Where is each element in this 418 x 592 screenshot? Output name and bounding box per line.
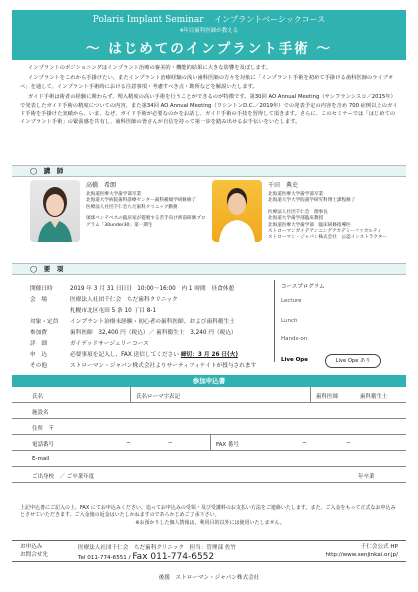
program-title: コースプログラム	[281, 284, 325, 290]
header-brand	[12, 10, 406, 25]
contact-label-line: お申込み	[20, 544, 43, 550]
facility-field[interactable]: 施設名	[32, 410, 49, 416]
hp-link[interactable]: http://www.senjinkai.or.jp/	[325, 552, 398, 558]
credential-line: 北海道医療大学歯学部 臨床研修指導医	[268, 222, 351, 228]
detail-label: その他	[30, 363, 48, 369]
credential-line: 北海道大学歯学部臨床教授	[268, 216, 324, 222]
program-item: Hands-on	[281, 336, 308, 342]
fax-field[interactable]: FAX 番号	[216, 442, 239, 448]
contact-label	[20, 543, 48, 559]
lecturer-credentials	[268, 192, 392, 242]
page-title: 〜 はじめてのインプラント手術 〜	[86, 41, 332, 57]
form-row-name	[12, 387, 406, 403]
form-row-school	[12, 467, 406, 483]
form-title: 参加申込書	[12, 375, 406, 387]
form-row-facility	[12, 403, 406, 419]
section-lecturers-title: ◯ 講 師	[30, 167, 64, 175]
lecturer-photo	[30, 180, 80, 242]
detail-label: 申 込	[30, 352, 48, 358]
detail-label: 対象・定員	[30, 319, 59, 325]
email-field[interactable]: E-mail	[32, 456, 50, 462]
detail-label: 会 場	[30, 297, 48, 303]
program-item-live: Live Ope	[281, 357, 308, 363]
hygienist-option[interactable]: 歯科衛生士	[360, 394, 388, 400]
intro-paragraph: インプラントのポジショニングはインプラント治療の審美的・機能的結果に大きな影響を及ぼします。	[28, 65, 271, 71]
lecturer-card-2	[212, 180, 392, 256]
intro-paragraph: インプラントをこれから手掛けたい、またインプラント治療経験の浅い歯科医師の方々を対象に「インプラント手術を初めて手掛ける歯科医師のライブオペ」を通して、インプラント手術時における注意事項・考慮すべき点・勘所などを解説いたします。	[20, 75, 394, 90]
lecturer-photo	[212, 180, 262, 242]
detail-label: 参加費	[30, 330, 48, 336]
credential-line: 北海道大学大学院歯学研究科博士課程修了	[268, 198, 356, 204]
lecturer-card-1	[30, 180, 210, 256]
detail-value: インプラント治療未経験・初心者の歯科医師、および歯科衛生士	[70, 319, 235, 325]
detail-label: 開催日時	[30, 286, 53, 292]
name-label: 氏名	[32, 394, 44, 400]
detail-value: 2019 年 3 月 31 日(日) 10:00〜16:00 内 1 時間 昼食休憩	[70, 286, 235, 292]
detail-value: 札幌市北区屯田 5 条 10 丁目 8-1	[70, 308, 157, 314]
contact-fax: Fax 011-774-6552	[132, 552, 215, 562]
lecturer-credentials	[86, 192, 210, 229]
brand-en: Polaris Implant Seminar	[92, 15, 204, 25]
detail-value: ガイデッドサージェリーコース	[70, 341, 149, 347]
name-romaji-label[interactable]: 氏名ローマ字表記	[136, 394, 181, 400]
contact-box	[12, 540, 406, 562]
form-row-address	[12, 419, 406, 435]
section-outline-title: ◯ 要 項	[30, 265, 64, 273]
credential-line: ストローマン・ジャパン株式会社 公認インストラクター	[268, 235, 388, 241]
privacy-note: ※お預かりした個人情報は、利用目的以外には使用いたしません。	[135, 519, 285, 526]
credential-line: 琉球ペンテベスの臨床家が提唱する若手向け術前研修プログラム「30under30」第一期生	[86, 216, 206, 228]
course-program	[274, 280, 402, 362]
lecturer-name: 千田 典史	[268, 182, 299, 189]
notice	[20, 505, 400, 527]
brand-jp: インプラントベーシックコース	[214, 15, 326, 24]
credential-line: 医療法人社団千仁会 理事長	[268, 209, 328, 215]
contact-label-line: お問合せ先	[20, 552, 48, 558]
section-outline	[12, 263, 406, 275]
section-lecturers	[12, 165, 406, 177]
application-form	[12, 387, 406, 483]
lecturer-name: 高橋 希朗	[86, 182, 117, 189]
form-row-phone	[12, 435, 406, 451]
intro-text	[20, 64, 400, 129]
contact-phone: Tel 011-774-6551 / Fax 011-774-6552	[78, 552, 215, 562]
fax-separator: −	[346, 440, 351, 446]
detail-value: 医療法人社団千仁会 ちだ歯科クリニック	[70, 297, 178, 303]
application-note: 必要事項を記入し、FAX 送信してください	[70, 352, 180, 358]
notice-text: 上記申込書にご記入の上、FAX にてお申込みください。追ってお申込みの受領・及び受講料のお支払い方法をご連絡いたします。また、ご入金をもって正式なお申込みとさせていただきます。ご入金後の返金はいたしかねますのであらかじめご了承下さい。	[20, 505, 396, 519]
contact-hp	[325, 543, 398, 559]
address-field[interactable]: 住所 〒	[32, 426, 55, 432]
contact-tel: Tel 011-774-6551	[78, 555, 127, 561]
detail-value: ストローマン・ジャパン株式会社よりサーティフィケイトが授与されます	[70, 363, 257, 369]
credential-line: 北海道医療大学歯学部卒業	[86, 192, 142, 197]
contact-org: 医療法人社団千仁会 ちだ歯科クリニック 担当：管理部 佐竹	[78, 545, 237, 551]
tel-field[interactable]: 電話番号	[32, 442, 55, 448]
form-row-email	[12, 451, 406, 467]
flyer-header	[12, 10, 406, 60]
detail-value	[70, 349, 238, 358]
credential-line: ストローマンガイデアンニングアカデミーファカルティ	[268, 229, 382, 235]
detail-value: 歯科医師 32,400 円（税込）／ 歯科衛生士 3,240 円（税込）	[70, 330, 237, 336]
fax-separator: −	[302, 440, 307, 446]
intro-paragraph: ガイド手術は術者の経験に関わらず、埋入精度の高い手術を行うことができるのが特徴です。第30回 AO Annual Meeting（サンフランシスコ／2015年）で発表したガイド手術の精度についての内容、また第34回 AO Annual Meeting（ワシントンD.C.／2019年）での発表予定の内容を含め 700 症例以上のガイド手術を手掛けた実績から、いま、なぜ、ガイド手術が必要なのかをお話し、ガイド手術の手技を習得して頂きます。さらに、このセミナーでは「はじめての インプラント手術」の緊張感を共有し、歯科医師の皆さんが自信を持って第一歩を踏み出せるお手伝いをいたします。	[20, 94, 398, 126]
program-item: Lunch	[281, 318, 298, 324]
hp-label: 千仁会公式 HP	[360, 544, 398, 550]
alma-mater-field[interactable]: ご出身校 ／ ご卒業年度	[32, 474, 95, 480]
tel-separator: −	[168, 440, 173, 446]
credential-line: 医療法人社団千仁会ちだ歯科クリニック勤務	[86, 204, 178, 210]
credential-line: 北海道医療大学歯学部卒業	[268, 192, 324, 197]
dentist-option[interactable]: 歯科医師	[316, 394, 339, 400]
header-subtitle: 4年目歯科医師が教える	[179, 28, 239, 34]
program-item: Lecture	[281, 298, 302, 304]
credential-line: 北海道大学病院歯科診療センター歯科補綴学研修修了	[86, 198, 197, 204]
live-ope-callout: Live Ope あり	[325, 354, 381, 368]
tel-separator: −	[126, 440, 131, 446]
deadline: 締切：3 月 26 日(火)	[180, 352, 238, 358]
detail-label: 詳 細	[30, 341, 48, 347]
grad-year-label: 年卒業	[358, 474, 375, 480]
sponsor: 後援 ストローマン・ジャパン株式会社	[158, 575, 260, 581]
